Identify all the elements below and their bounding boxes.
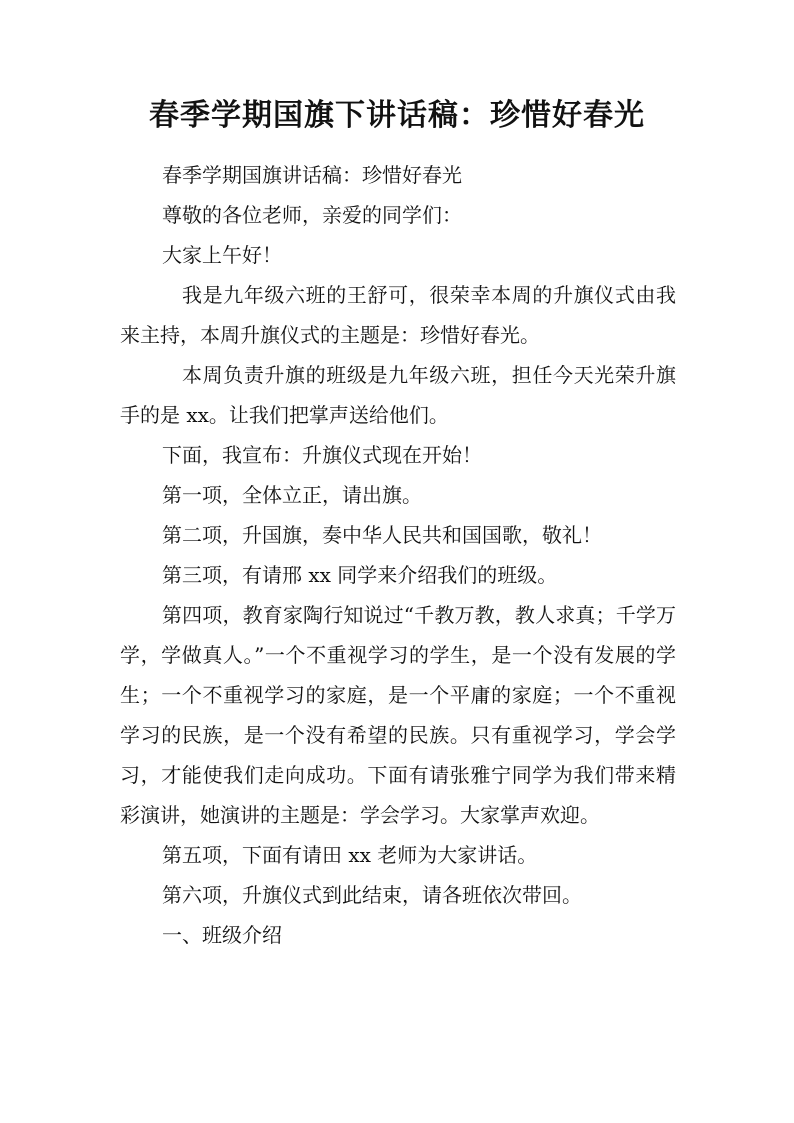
- paragraph-salutation: 尊敬的各位老师，亲爱的同学们：: [162, 203, 462, 227]
- paragraph-item-2: 第二项，升国旗，奏中华人民共和国国歌，敬礼！: [162, 523, 602, 547]
- paragraph-item-5: 第五项，下面有请田 xx 老师为大家讲话。: [162, 843, 538, 867]
- paragraph-item-1: 第一项，全体立正，请出旗。: [162, 483, 422, 507]
- section-heading-class-intro: 一、班级介绍: [162, 923, 282, 947]
- document-title: 春季学期国旗下讲话稿：珍惜好春光: [149, 98, 645, 133]
- paragraph-flag-class: 本周负责升旗的班级是九年级六班，担任今天光荣升旗手的是 xx。让我们把掌声送给他们。: [120, 363, 676, 427]
- paragraph-greeting: 大家上午好！: [162, 243, 282, 267]
- paragraph-announce-start: 下面，我宣布：升旗仪式现在开始！: [162, 443, 482, 467]
- paragraph-host-intro: 我是九年级六班的王舒可，很荣幸本周的升旗仪式由我来主持，本周升旗仪式的主题是：珍惜好春光。: [120, 283, 676, 347]
- paragraph-subtitle: 春季学期国旗讲话稿：珍惜好春光: [162, 163, 462, 187]
- paragraph-item-6: 第六项，升旗仪式到此结束，请各班依次带回。: [162, 883, 582, 907]
- paragraph-item-3: 第三项，有请邢 xx 同学来介绍我们的班级。: [162, 563, 558, 587]
- document-body: [120, 155, 676, 955]
- paragraph-item-4: 第四项，教育家陶行知说过“千教万教，教人求真；千学万学，学做真人。”一个不重视学习的学生，是一个没有发展的学生；一个不重视学习的家庭，是一个平庸的家庭；一个不重视学习的民族，是一个没有希望的民族。只有重视学习，学会学习，才能使我们走向成功。下面有请张雅宁同学为我们带来精彩演讲，她演讲的主题是：学会学习。大家掌声欢迎。: [120, 603, 676, 827]
